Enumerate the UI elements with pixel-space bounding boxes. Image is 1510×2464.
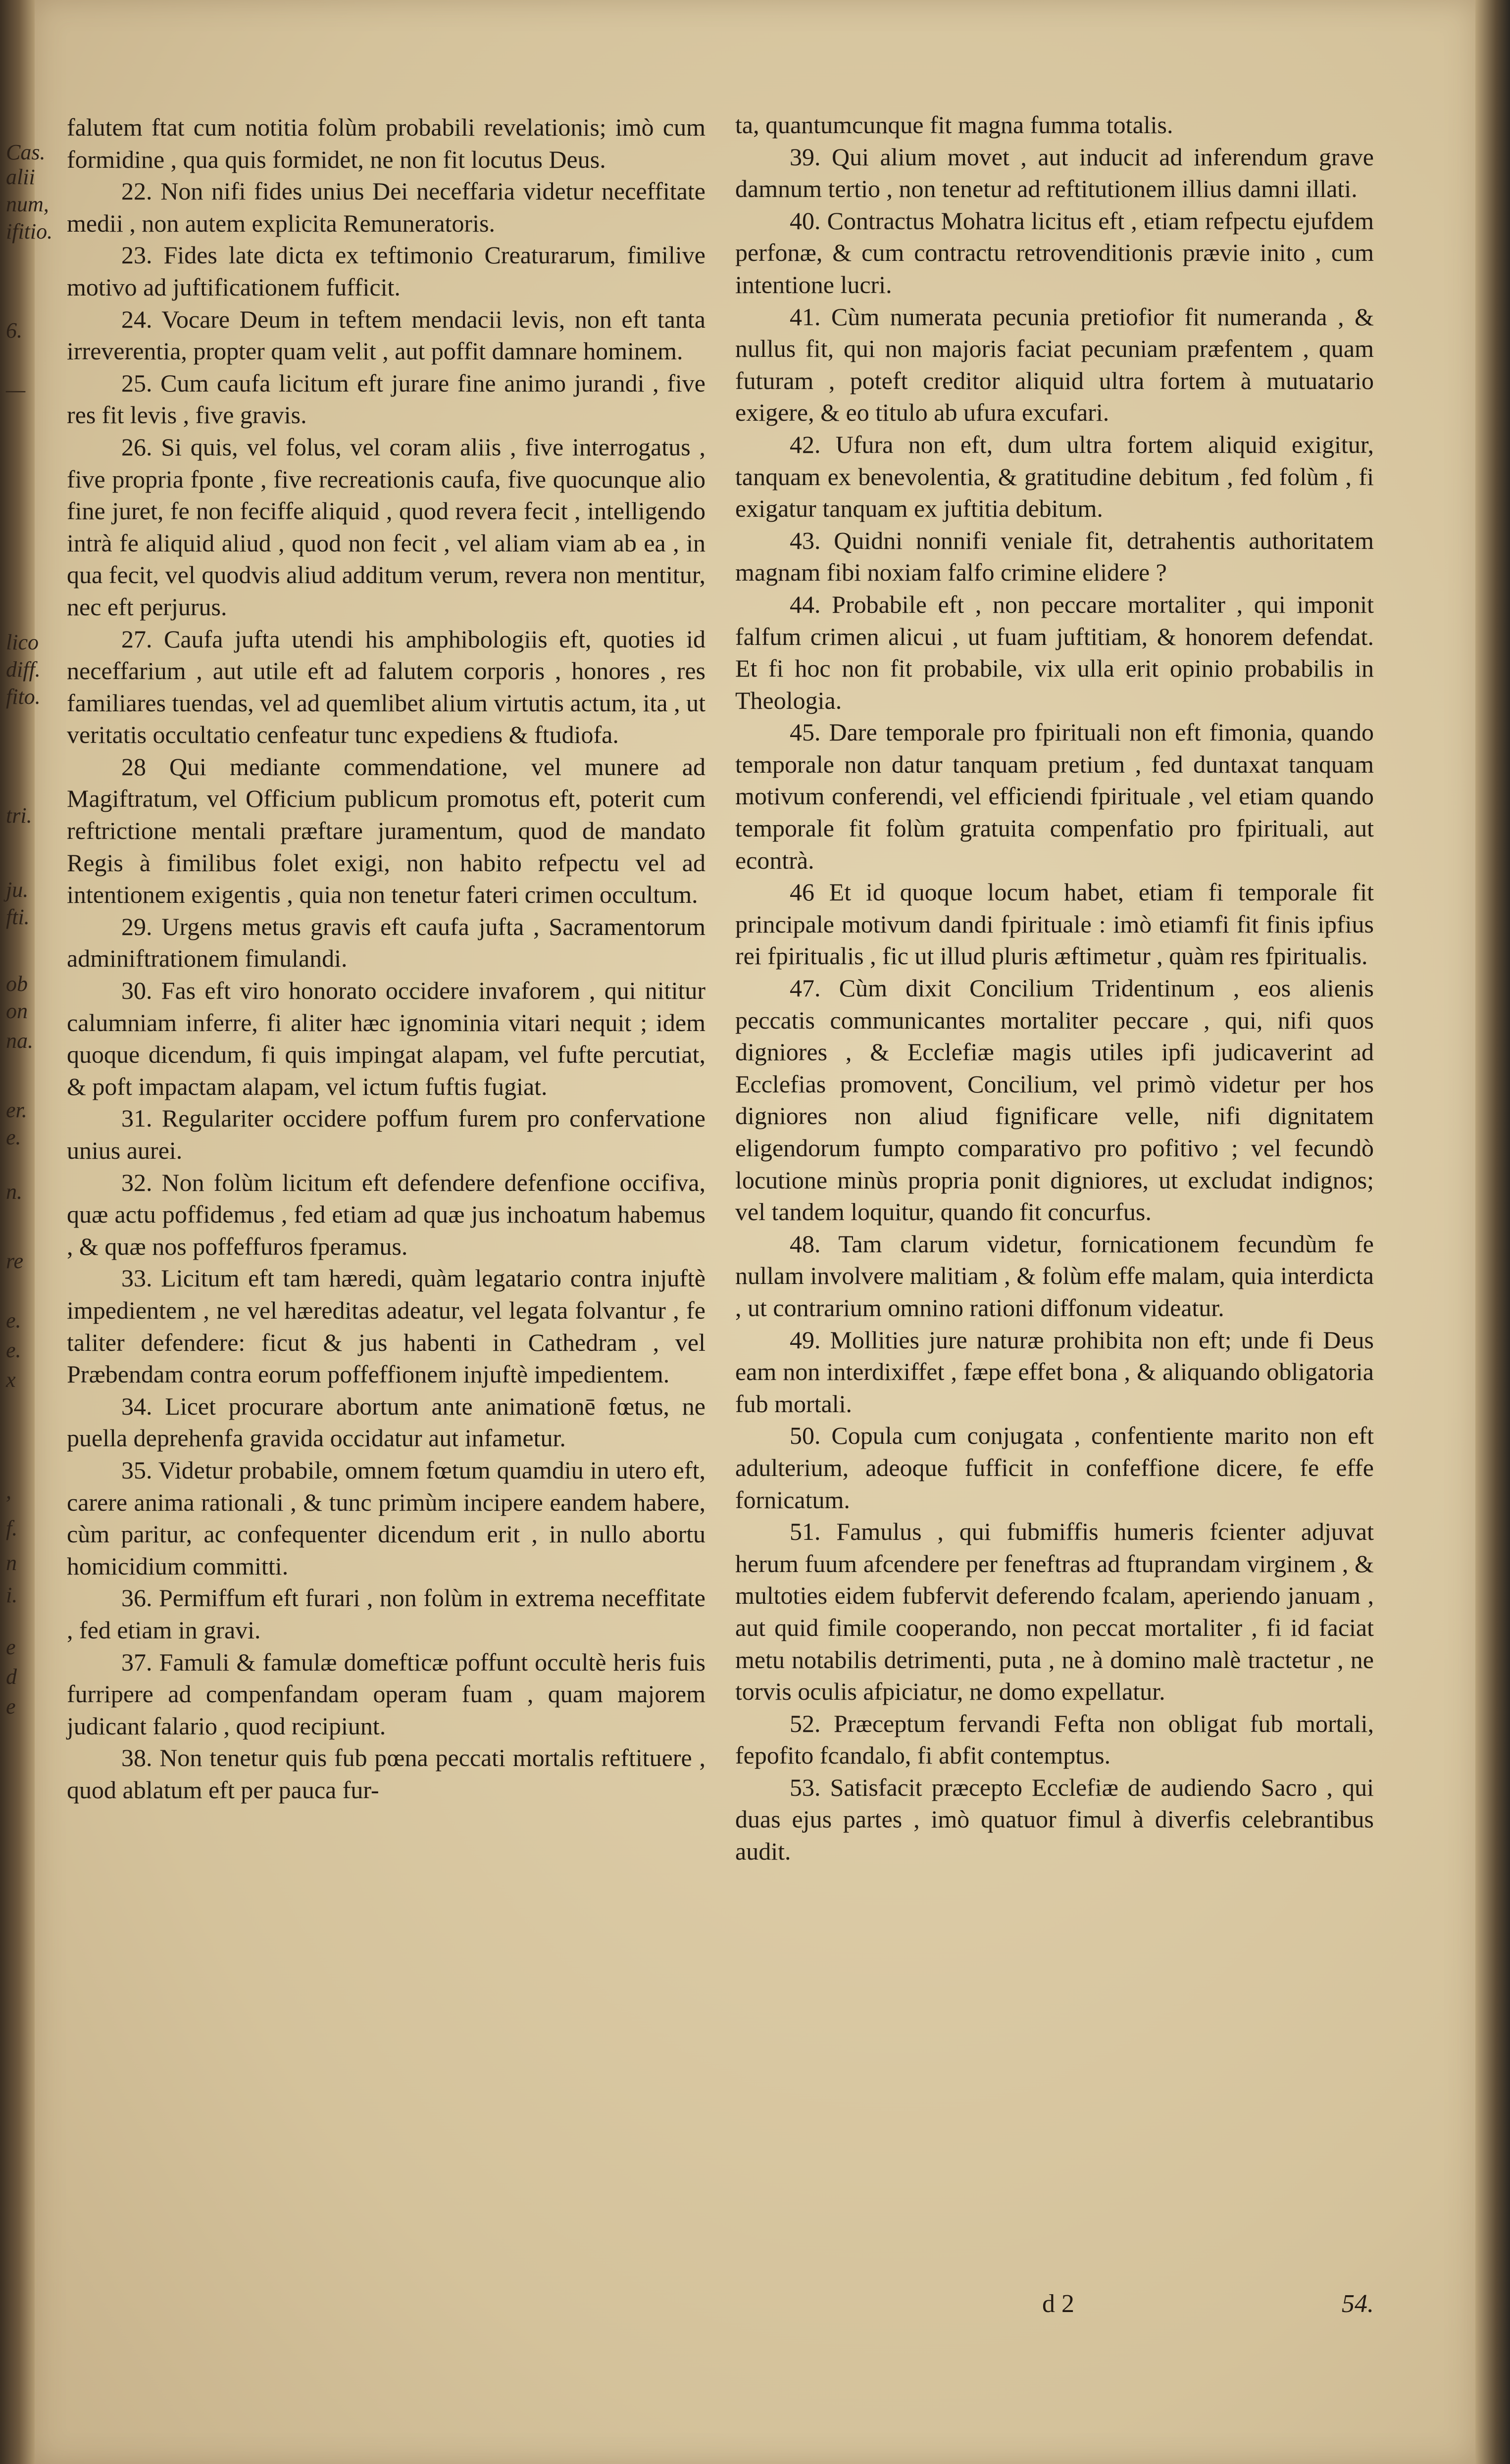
proposition-paragraph: 27. Caufa jufta utendi his amphibologiis eft, quoties id neceffarium , aut utile eft ad falutem corporis , honores , res familiares tuendas, vel ad quemlibet alium virtutis actum, ita , ut veritatis occultatio cenfeatur tunc expediens & ftudiofa. — [67, 625, 705, 749]
margin-fragment: fti. — [6, 905, 30, 929]
proposition-paragraph: 44. Probabile eft , non peccare mortaliter , qui imponit falfum crimen alicui , ut fuam juftitiam, & honorem defendat. Et fi hoc non fit probabile, vix ulla erit opinio probabilis in Theologia. — [735, 590, 1374, 714]
proposition-paragraph: 26. Si quis, vel folus, vel coram aliis , five interrogatus , five propria fponte , five recreationis caufa, five quocunque alio fine juret, fe non feciffe aliquid , quod revera fecit , intelligendo intrà fe aliquid aliud , quod non fecit , vel aliam viam ab ea , in qua fecit, vel quodvis aliud additum verum, revera non mentitur, nec eft perjurus. — [67, 433, 705, 621]
proposition-paragraph: 30. Fas eft viro honorato occidere invaforem , qui nititur calumniam inferre, fi aliter hæc ignominia vitari nequit ; idem quoque dicendum, fi quis impingat alapam, vel fufte percutiat, & poft impactam alapam, vel ictum fuftis fugiat. — [67, 977, 705, 1100]
proposition-paragraph: 52. Præceptum fervandi Fefta non obligat fub mortali, fepofito fcandalo, fi abfit contemptus. — [735, 1709, 1374, 1770]
proposition-paragraph: 47. Cùm dixit Concilium Tridentinum , eos alienis peccatis communicantes mortaliter peccare , qui, nifi quos digniores , & Ecclefiæ magis utiles ipfi judicaverint ad Ecclefias promovent, Concilium, vel primò videtur per hos digniores non aliud fignificare velle, nifi dignitatem eligendorum fumpto comparativo pro pofitivo ; vel fecundò locutione minùs propria ponit digniores, ut excludat indignos; vel tandem loquitur, quando fit concurfus. — [735, 974, 1374, 1226]
margin-fragment: lico — [6, 630, 39, 654]
proposition-paragraph: 35. Videtur probabile, omnem fœtum quamdiu in utero eft, carere anima rationali , & tunc primùm incipere eandem habere, cùm paritur, ac confequenter dicendum erit , in nullo abortu homicidium committi. — [67, 1456, 705, 1580]
proposition-paragraph: 25. Cum caufa licitum eft jurare fine animo jurandi , five res fit levis , five gravis. — [67, 369, 705, 429]
margin-fragment: diff. — [6, 657, 41, 682]
proposition-paragraph: 50. Copula cum conjugata , confentiente marito non eft adulterium, adeoque fufficit in confeffione dicere, fe effe fornicatum. — [735, 1422, 1374, 1514]
margin-fragment: e — [6, 1635, 16, 1659]
margin-fragment: i. — [6, 1583, 18, 1607]
proposition-paragraph: 43. Quidni nonnifi veniale fit, detrahentis authoritatem magnam fibi noxiam falfo crimine elidere ? — [735, 526, 1374, 587]
facing-page-margin — [0, 0, 59, 2464]
proposition-paragraph: 40. Contractus Mohatra licitus eft , etiam refpectu ejufdem perfonæ, & cum contractu retrovenditionis prævie inito , cum intentione lucri. — [735, 206, 1374, 298]
margin-fragment: on — [6, 999, 28, 1023]
proposition-paragraph: 33. Licitum eft tam hæredi, quàm legatario contra injuftè impedientem , ne vel hæreditas adeatur, vel legata folvantur , fe taliter defendere: ficut & jus habenti in Cathedram , vel Præbendam contra eorum poffeffionem injuftè impedientem. — [67, 1264, 705, 1388]
proposition-paragraph: ta, quantumcunque fit magna fumma totalis. — [735, 111, 1173, 139]
page-footer — [735, 2289, 1374, 2329]
left-text-column — [67, 111, 705, 2309]
margin-fragment: er. — [6, 1098, 27, 1122]
margin-fragment: fito. — [6, 685, 41, 709]
margin-fragment: ob — [6, 972, 28, 996]
page-right-edge — [1475, 0, 1510, 2464]
margin-fragment: n — [6, 1551, 17, 1575]
margin-fragment: 6. — [6, 318, 22, 343]
margin-fragment: alii — [6, 165, 35, 189]
proposition-paragraph: 28 Qui mediante commendatione, vel munere ad Magiftratum, vel Officium publicum promotus eft, poterit cum reftrictione mentali præftare juramentum, quod de mandato Regis à fimilibus folet exigi, non habito refpectu vel ad intentionem exigentis , quia non tenetur fateri crimen occultum. — [67, 752, 705, 909]
right-text-column — [735, 109, 1374, 2307]
proposition-paragraph: 23. Fides late dicta ex teftimonio Creaturarum, fimilive motivo ad juftificationem fufficit. — [67, 241, 705, 301]
margin-fragment: na. — [6, 1029, 33, 1053]
proposition-paragraph: 48. Tam clarum videtur, fornicationem fecundùm fe nullam involvere malitiam , & folùm effe malam, quia interdicta , ut contrarium omnino rationi diffonum videatur. — [735, 1230, 1374, 1322]
margin-fragment: ifitio. — [6, 219, 53, 244]
margin-fragment: , — [6, 1479, 11, 1503]
proposition-paragraph: 34. Licet procurare abortum ante animationē fœtus, ne puella deprehenfa gravida occidatur aut infametur. — [67, 1392, 705, 1452]
margin-fragment: e — [6, 1694, 16, 1719]
margin-fragment: Cas. — [6, 140, 46, 164]
proposition-paragraph: 37. Famuli & famulæ domefticæ poffunt occultè heris fuis furripere ad compenfandam operam fuam , quam majorem judicant falario , quod recipiunt. — [67, 1648, 705, 1740]
proposition-paragraph: 29. Urgens metus gravis eft caufa jufta , Sacramentorum adminiftrationem fimulandi. — [67, 912, 705, 973]
margin-fragment: tri. — [6, 803, 32, 828]
margin-fragment: n. — [6, 1180, 22, 1204]
proposition-paragraph: falutem ftat cum notitia folùm probabili revelationis; imò cum formidine , qua quis formidet, ne non fit locutus Deus. — [67, 113, 705, 173]
margin-fragment: e. — [6, 1308, 21, 1332]
proposition-paragraph: 24. Vocare Deum in teftem mendacii levis, non eft tanta irreverentia, propter quam velit , aut poffit damnare hominem. — [67, 305, 705, 365]
proposition-paragraph: 51. Famulus , qui fubmiffis humeris fcienter adjuvat herum fuum afcendere per feneftras ad ftuprandam virginem , & multoties eidem fubfervit deferendo fcalam, aperiendo januam , aut quid fimile cooperando, non peccat mortaliter , fi id faciat metu notabilis detrimenti, puta , ne à domino malè tractetur , ne torvis oculis afpiciatur, ne domo expellatur. — [735, 1518, 1374, 1706]
margin-fragment: f. — [6, 1516, 18, 1540]
proposition-paragraph: 38. Non tenetur quis fub pœna peccati mortalis reftituere , quod ablatum eft per pauca fur- — [67, 1744, 705, 1804]
margin-fragment: ju. — [6, 878, 29, 902]
proposition-paragraph: 46 Et id quoque locum habet, etiam fi temporale fit principale motivum dandi fpirituale : imò etiamfi fit finis ipfius rei fpiritualis , fic ut illud pluris æftimetur , quàm res fpiritualis. — [735, 878, 1374, 970]
catchword: 54. — [1342, 2290, 1374, 2318]
proposition-paragraph: 42. Ufura non eft, dum ultra fortem aliquid exigitur, tanquam ex benevolentia, & gratitudine debitum , fed folùm , fi exigatur tanquam ex juftitia debitum. — [735, 430, 1374, 523]
proposition-paragraph: 53. Satisfacit præcepto Ecclefiæ de audiendo Sacro , qui duas ejus partes , imò quatuor fimul à diverfis celebrantibus audit. — [735, 1773, 1374, 1866]
margin-fragment: e. — [6, 1125, 21, 1149]
margin-fragment: — — [6, 378, 26, 402]
margin-fragment: re — [6, 1249, 24, 1273]
proposition-paragraph: 32. Non folùm licitum eft defendere defenfione occifiva, quæ actu poffidemus , fed etiam ad quæ jus inchoatum habemus , & quæ nos poffeffuros fperamus. — [67, 1168, 705, 1260]
signature-mark: d 2 — [1042, 2290, 1074, 2318]
proposition-paragraph: 39. Qui alium movet , aut inducit ad inferendum grave damnum tertio , non tenetur ad reftitutionem illius damni illati. — [735, 143, 1374, 203]
proposition-paragraph: 36. Permiffum eft furari , non folùm in extrema neceffitate , fed etiam in gravi. — [67, 1584, 705, 1644]
margin-fragment: x — [6, 1368, 16, 1392]
margin-fragment: e. — [6, 1338, 21, 1362]
proposition-paragraph: 49. Mollities jure naturæ prohibita non eft; unde fi Deus eam non interdixiffet , fæpe effet bona , & aliquando obligatoria fub mortali. — [735, 1326, 1374, 1418]
proposition-paragraph: 45. Dare temporale pro fpirituali non eft fimonia, quando temporale non datur tanquam pretium , fed duntaxat tanquam motivum conferendi, vel efficiendi fpirituale , vel etiam quando temporale fit folùm gratuita compenfatio pro fpirituali, aut econtrà. — [735, 718, 1374, 874]
proposition-paragraph: 31. Regulariter occidere poffum furem pro confervatione unius aurei. — [67, 1104, 705, 1164]
proposition-paragraph: 41. Cùm numerata pecunia pretiofior fit numeranda , & nullus fit, qui non majoris faciat pecuniam præfentem , quam futuram , poteft creditor aliquid ultra fortem à mutuatario exigere, & eo titulo ab ufura excufari. — [735, 302, 1374, 427]
margin-fragment: d — [6, 1665, 17, 1689]
margin-fragment: num, — [6, 192, 49, 216]
proposition-paragraph: 22. Non nifi fides unius Dei neceffaria videtur neceffitate medii , non autem explicita Remuneratoris. — [67, 177, 705, 237]
